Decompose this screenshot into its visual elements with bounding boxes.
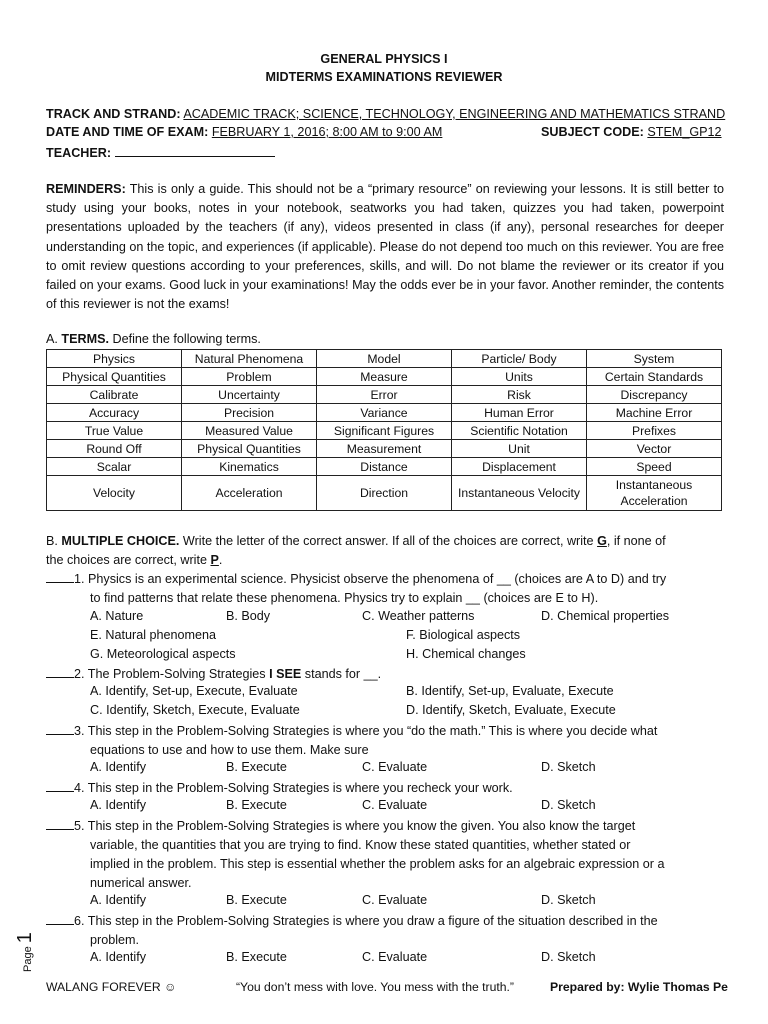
terms-row: [47, 404, 722, 422]
choice: B. Execute: [226, 950, 287, 964]
terms-cell: Measure: [317, 368, 452, 386]
footer-left: WALANG FOREVER ☺: [46, 980, 177, 994]
terms-prefix: A.: [46, 332, 58, 346]
terms-instruction: Define the following terms.: [112, 332, 261, 346]
terms-cell: Units: [452, 368, 587, 386]
choice: C. Evaluate: [362, 893, 428, 907]
terms-cell: Measured Value: [182, 422, 317, 440]
terms-row: [47, 476, 722, 511]
terms-cell: Machine Error: [587, 404, 722, 422]
terms-cell: Model: [317, 350, 452, 368]
terms-cell: Unit: [452, 440, 587, 458]
mc-letter-p: P: [210, 553, 219, 567]
terms-cell: Instantaneous Velocity: [452, 476, 587, 511]
choice: C. Identify, Sketch, Execute, Evaluate: [90, 703, 300, 717]
terms-cell: Particle/ Body: [452, 350, 587, 368]
question-number: 2.: [74, 667, 85, 681]
question-1-line2: to find patterns that relate these phenomena. Physics try to explain __ (choices are E to H).: [90, 591, 599, 605]
date-line: [46, 125, 442, 139]
question-number: 4.: [74, 781, 85, 795]
terms-cell: Certain Standards: [587, 368, 722, 386]
choice: B. Execute: [226, 893, 287, 907]
terms-row: [47, 386, 722, 404]
mc-instruction-a: Write the letter of the correct answer. If all of the choices are correct, write: [182, 534, 594, 548]
choice: A. Identify: [90, 798, 147, 812]
footer-credit: [550, 980, 728, 994]
terms-heading: [46, 332, 261, 346]
terms-cell: Natural Phenomena: [182, 350, 317, 368]
question-3-line2: equations to use and how to use them. Make sure: [90, 743, 369, 757]
choice: A. Identify: [90, 950, 147, 964]
question-text: This step in the Problem-Solving Strategies is where you “do the math.” This is where you decide what: [87, 724, 658, 738]
question-number: 5.: [74, 819, 85, 833]
teacher-blank: [115, 144, 275, 157]
answer-blank-3[interactable]: [46, 722, 74, 735]
terms-cell: Round Off: [47, 440, 182, 458]
choice: D. Sketch: [541, 760, 596, 774]
credit-name: Wylie Thomas Pe: [627, 980, 728, 994]
terms-cell: Distance: [317, 458, 452, 476]
terms-row: [47, 458, 722, 476]
answer-blank-5[interactable]: [46, 817, 74, 830]
question-3: [46, 722, 657, 738]
terms-cell: Precision: [182, 404, 317, 422]
reminders-paragraph: [46, 180, 724, 314]
track-value: ACADEMIC TRACK; SCIENCE, TECHNOLOGY, ENGINEERING AND MATHEMATICS STRAND: [183, 107, 726, 121]
choice: B. Execute: [226, 760, 287, 774]
question-text: This step in the Problem-Solving Strategies is where you recheck your work.: [87, 781, 513, 795]
terms-row: [47, 440, 722, 458]
terms-row: [47, 368, 722, 386]
terms-cell: Physics: [47, 350, 182, 368]
terms-table: [46, 349, 722, 511]
date-value: FEBRUARY 1, 2016; 8:00 AM to 9:00 AM: [211, 125, 443, 139]
terms-cell: Accuracy: [47, 404, 182, 422]
mc-label: MULTIPLE CHOICE.: [61, 534, 180, 548]
terms-cell: Discrepancy: [587, 386, 722, 404]
teacher-label: TEACHER:: [46, 146, 112, 160]
terms-cell: Problem: [182, 368, 317, 386]
choice: F. Biological aspects: [406, 628, 521, 642]
choice: C. Evaluate: [362, 798, 428, 812]
subject-code-line: [541, 125, 722, 139]
terms-cell: Kinematics: [182, 458, 317, 476]
reminders-text: This is only a guide. This should not be a “primary resource” on reviewing your lessons. It is still better to study using your books, notes in your notebook, seatworks you had taken, quizzes you had taken, powerpoint presentations uploaded by the teachers (if any), videos presented in class (if any), personal researches for deeper understanding on the topic, and experiences (if applicable). Please do not depend too much on this reviewer. You are free to omit review questions according to your preferences, skills, and will. Do not blame the reviewer or its creator if you failed on your exams. Good luck in your examinations! May the odds ever be in your favor. Another reminder, the contents of this reviewer is not the exams!: [46, 182, 724, 312]
question-text: This step in the Problem-Solving Strategies is where you know the given. You also know the target: [87, 819, 636, 833]
page-number-value: 1: [14, 932, 36, 944]
terms-row: [47, 422, 722, 440]
question-text: Physics is an experimental science. Physicist observe the phenomena of __ (choices are A to D) and try: [88, 572, 667, 586]
question-5: [46, 817, 635, 833]
choice: H. Chemical changes: [406, 647, 526, 661]
terms-row: [47, 350, 722, 368]
terms-cell: Error: [317, 386, 452, 404]
question-text-end: stands for __.: [304, 667, 382, 681]
terms-cell: Displacement: [452, 458, 587, 476]
choice: D. Identify, Sketch, Evaluate, Execute: [406, 703, 616, 717]
terms-cell: Calibrate: [47, 386, 182, 404]
choice: A. Identify, Set-up, Execute, Evaluate: [90, 684, 298, 698]
terms-cell: Physical Quantities: [182, 440, 317, 458]
choice: D. Sketch: [541, 893, 596, 907]
terms-cell: Instantaneous Acceleration: [587, 476, 722, 511]
question-6-line2: problem.: [90, 933, 139, 947]
credit-label: Prepared by:: [550, 980, 625, 994]
terms-cell: Acceleration: [182, 476, 317, 511]
question-text: This step in the Problem-Solving Strategies is where you draw a figure of the situation described in the: [87, 914, 658, 928]
choice: B. Body: [226, 609, 271, 623]
terms-cell: Scalar: [47, 458, 182, 476]
mc-instructions: [46, 532, 724, 570]
question-text: The Problem-Solving Strategies: [87, 667, 266, 681]
terms-cell: True Value: [47, 422, 182, 440]
terms-cell: Prefixes: [587, 422, 722, 440]
choice: E. Natural phenomena: [90, 628, 217, 642]
question-4: [46, 779, 513, 795]
choice: D. Sketch: [541, 798, 596, 812]
terms-cell: Velocity: [47, 476, 182, 511]
answer-blank-2[interactable]: [46, 665, 74, 678]
choice: B. Execute: [226, 798, 287, 812]
question-5-line4: numerical answer.: [90, 876, 192, 890]
terms-cell: Measurement: [317, 440, 452, 458]
choice: A. Identify: [90, 893, 147, 907]
terms-cell: Human Error: [452, 404, 587, 422]
question-number: 6.: [74, 914, 85, 928]
mc-instruction-end: .: [218, 553, 223, 567]
mc-instruction-c: the choices are correct, write: [46, 553, 207, 567]
footer-quote: “You don’t mess with love. You mess with the truth.”: [236, 980, 514, 994]
teacher-line: [46, 144, 275, 160]
question-number: 1.: [74, 572, 85, 586]
choice: C. Evaluate: [362, 950, 428, 964]
page-label: Page: [22, 946, 34, 972]
mc-instruction-b: , if none of: [606, 534, 666, 548]
question-bold: I SEE: [269, 667, 302, 681]
choice: B. Identify, Set-up, Evaluate, Execute: [406, 684, 614, 698]
mc-letter-g: G: [597, 534, 607, 548]
mc-prefix: B.: [46, 534, 58, 548]
choice: A. Identify: [90, 760, 147, 774]
question-5-line3: implied in the problem. This step is essential whether the problem asks for an algebraic expression or a: [90, 857, 665, 871]
terms-label: TERMS.: [61, 332, 109, 346]
terms-cell: Direction: [317, 476, 452, 511]
terms-cell: Uncertainty: [182, 386, 317, 404]
terms-cell: Speed: [587, 458, 722, 476]
terms-cell: Scientific Notation: [452, 422, 587, 440]
terms-cell: System: [587, 350, 722, 368]
terms-cell: Risk: [452, 386, 587, 404]
document-subtitle: MIDTERMS EXAMINATIONS REVIEWER: [265, 70, 503, 84]
date-label: DATE AND TIME OF EXAM:: [46, 125, 209, 139]
subject-label: SUBJECT CODE:: [541, 125, 644, 139]
choice: D. Sketch: [541, 950, 596, 964]
question-6: [46, 912, 658, 928]
document-title: GENERAL PHYSICS I: [320, 52, 448, 66]
terms-cell: Significant Figures: [317, 422, 452, 440]
choice: D. Chemical properties: [541, 609, 670, 623]
terms-cell: Vector: [587, 440, 722, 458]
choice: C. Evaluate: [362, 760, 428, 774]
answer-blank-4[interactable]: [46, 779, 74, 792]
question-number: 3.: [74, 724, 85, 738]
terms-cell: Physical Quantities: [47, 368, 182, 386]
question-1: [46, 570, 666, 586]
page-number: [14, 932, 37, 972]
answer-blank-1[interactable]: [46, 570, 74, 583]
choice: G. Meteorological aspects: [90, 647, 236, 661]
reminders-label: REMINDERS:: [46, 182, 126, 196]
track-label: TRACK AND STRAND:: [46, 107, 181, 121]
subject-value: STEM_GP12: [647, 125, 722, 139]
track-strand-line: [46, 107, 725, 121]
question-2: [46, 665, 381, 681]
terms-cell: Variance: [317, 404, 452, 422]
answer-blank-6[interactable]: [46, 912, 74, 925]
choice: A. Nature: [90, 609, 144, 623]
question-5-line2: variable, the quantities that you are trying to find. Know these stated quantities, whether stated or: [90, 838, 631, 852]
choice: C. Weather patterns: [362, 609, 475, 623]
